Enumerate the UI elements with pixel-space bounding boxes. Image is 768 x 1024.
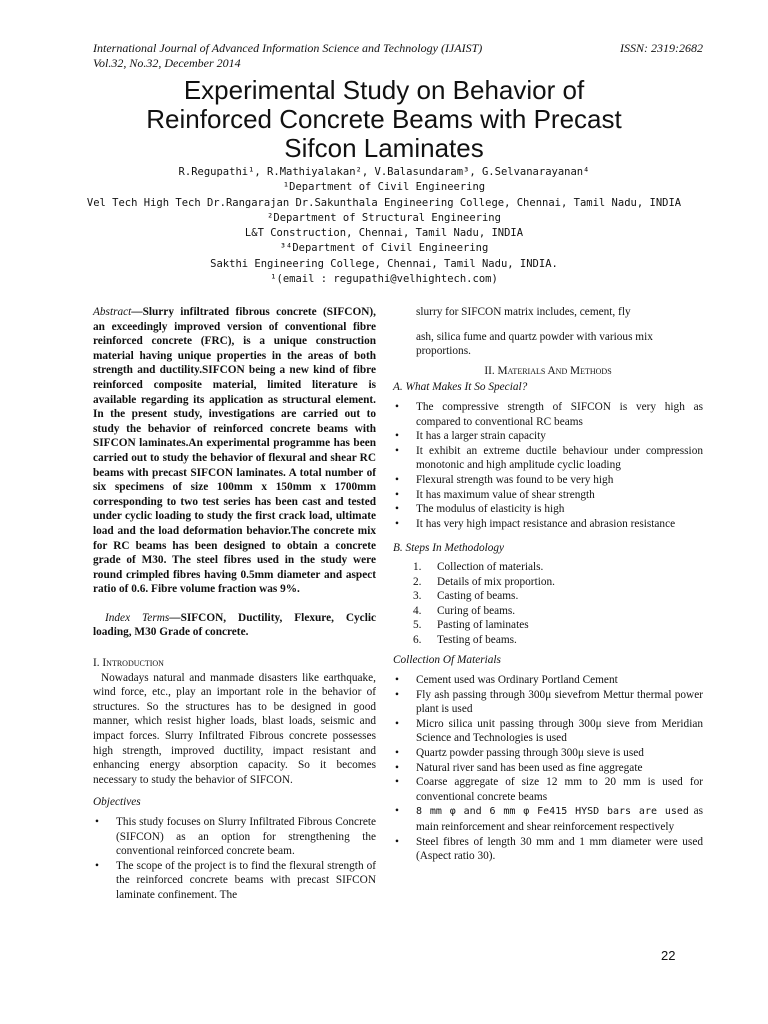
methodology-list (393, 560, 703, 648)
list-item: • Natural river sand has been used as fine aggregate (395, 761, 643, 774)
issn: ISSN: 2319:2682 (620, 41, 703, 55)
continued-text: slurry for SIFCON matrix includes, cement, fly (416, 306, 631, 318)
bullet-icon: • (395, 835, 399, 848)
bullet-icon: • (95, 816, 99, 828)
bullet-icon: • (395, 717, 399, 730)
list-item: • It has very high impact resistance and abrasion resistance (395, 517, 676, 530)
bullet-icon: • (395, 473, 399, 486)
authors: R.Regupathi¹, R.Mathiyalakan², V.Balasundaram³, G.Selvanarayanan⁴ (178, 166, 590, 178)
list-item: • Flexural strength was found to be very high (395, 473, 614, 486)
bullet-icon: • (395, 761, 399, 774)
bullet-icon: • (395, 444, 399, 457)
paper-title (60, 76, 708, 163)
list-item: • The modulus of elasticity is high (395, 503, 565, 516)
list-item: 2. Details of mix proportion. (413, 575, 555, 588)
abstract-label: Abstract (93, 306, 132, 318)
intro-heading: I. Introduction (93, 657, 164, 670)
list-item: • Coarse aggregate of size 12 mm to 20 mm is used for conventional concrete beams (395, 776, 703, 803)
affiliation-line: Sakthi Engineering College, Chennai, Tamil Nadu, INDIA. (210, 257, 558, 270)
index-terms-label: Index Terms (105, 611, 170, 624)
methodology-heading: B. Steps In Methodology (393, 542, 505, 555)
intro-text: Nowadays natural and manmade disasters like earthquake, wind force, etc., play an important role in the behavior of structures. So the structures has to be designed in good manner, which resist higher loads, blast loads, seismic and impact forces. Slurry Infiltrated Fibrous concrete possesses high strength, improved ductility, impact resistant and enhancing energy absorption capacity. So it becomes necessary to study the behavior of SIFCON. (93, 671, 376, 786)
list-item: 4. Curing of beams. (413, 604, 516, 617)
author-email: ¹(email : regupathi@velhightech.com) (270, 273, 498, 286)
list-item: • Quartz powder passing through 300μ sieve is used (395, 747, 644, 760)
abstract (93, 305, 376, 597)
materials-heading: II. Materials And Methods (484, 364, 612, 377)
affiliation-line: ³⁴Department of Civil Engineering (279, 242, 489, 255)
title-line: Reinforced Concrete Beams with Precast (146, 104, 622, 134)
affiliation-line: ¹Department of Civil Engineering (282, 181, 486, 194)
bullet-icon: • (395, 776, 399, 789)
continued-text: ash, silica fume and quartz powder with various mix proportions. (416, 330, 653, 358)
list-item: • The scope of the project is to find the flexural strength of the reinforced concrete beams with precast SIFCON laminate confinement. The (95, 859, 376, 901)
journal-name: International Journal of Advanced Information Science and Technology (IJAIST) (93, 41, 483, 55)
bullet-icon: • (395, 430, 399, 443)
right-column (393, 305, 703, 864)
list-item: • It has maximum value of shear strength (395, 488, 595, 501)
list-item: 5. Pasting of laminates (413, 619, 529, 632)
bullet-icon: • (395, 503, 399, 516)
journal-volume: Vol.32, No.32, December 2014 (93, 56, 241, 70)
affiliation-line: Vel Tech High Tech Dr.Rangarajan Dr.Sakunthala Engineering College, Chennai, Tamil Nadu, INDIA (86, 196, 682, 209)
bullet-icon: • (395, 805, 399, 818)
list-item: • The compressive strength of SIFCON is very high as compared to conventional RC beams (395, 400, 703, 428)
index-terms-text: —SIFCON, Ductility, Flexure, Cyclic loading, M30 Grade of concrete. (93, 611, 376, 639)
list-item: 3. Casting of beams. (413, 590, 519, 603)
bullet-icon: • (395, 488, 399, 501)
special-list (393, 400, 703, 531)
bullet-icon: • (395, 400, 399, 413)
bullet-icon: • (95, 859, 99, 872)
list-item: • It has a larger strain capacity (395, 430, 546, 443)
journal-header (93, 41, 703, 71)
list-item: • 8 mm φ and 6 mm φ Fe415 HYSD bars are used as main reinforcement and shear reinforcement respectively (395, 805, 703, 833)
bullet-icon: • (395, 747, 399, 760)
bullet-icon: • (395, 674, 399, 687)
affiliation-line: ²Department of Structural Engineering (267, 211, 501, 224)
list-item: • Steel fibres of length 30 mm and 1 mm diameter were used (Aspect ratio 30). (395, 835, 703, 863)
list-item: • It exhibit an extreme ductile behaviour under compression monotonic and high amplitude cyclic loading (395, 444, 703, 472)
page-number: 22 (661, 948, 676, 963)
title-line: Experimental Study on Behavior of (183, 75, 585, 105)
index-terms (93, 611, 376, 640)
list-item: • This study focuses on Slurry Infiltrated Fibrous Concrete (SIFCON) as an option for strengthening the conventional reinforced concrete beam. (95, 816, 376, 858)
objectives-heading: Objectives (93, 796, 141, 809)
list-item: 1. Collection of materials. (413, 560, 544, 573)
title-line: Sifcon Laminates (284, 133, 484, 163)
author-block (60, 165, 708, 287)
bullet-icon: • (395, 688, 399, 701)
left-column (93, 305, 376, 903)
list-item: • Fly ash passing through 300μ sievefrom Mettur thermal power plant is used (395, 688, 703, 716)
abstract-text: —Slurry infiltrated fibrous concrete (SIFCON), an exceedingly improved version of conventional fibre reinforced concrete (FRC), is a unique construction material having unique properties in the areas of both strength and ductility.SIFCON being a new kind of fibre reinforced composite material, limited literature is available regarding its application as structural element. In the present study, investigations are carried out to study the behavior of reinforced concrete beams with SIFCON laminates.An experimental programme has been carried out to study the behavior of flexural and shear RC beams with precast SIFCON laminates. A total number of six specimens of size 100mm x 150mm x 1700mm corresponding to two test series has been cast and tested under cyclic loading to study the first crack load, ultimate load and the load deformation behavior.The concrete mix for RC beams has been designed to obtain a concrete grade of M30. The steel fibres used in the study were round crimpled fibres having 0.5mm diameter and aspect ratio of 0.6. Fibre volume fraction was 9%. (93, 306, 376, 596)
list-item: • Micro silica unit passing through 300μ sieve from Meridian Science and Technologies is used (395, 717, 703, 745)
objectives-list (93, 815, 376, 903)
list-item: 6. Testing of beams. (413, 633, 517, 646)
collection-heading: Collection Of Materials (393, 654, 501, 667)
collection-list (393, 673, 703, 864)
affiliation-line: L&T Construction, Chennai, Tamil Nadu, INDIA (244, 227, 524, 240)
bullet-icon: • (395, 517, 399, 530)
list-item: • Cement used was Ordinary Portland Cement (395, 674, 618, 687)
special-heading: A. What Makes It So Special? (393, 381, 528, 394)
